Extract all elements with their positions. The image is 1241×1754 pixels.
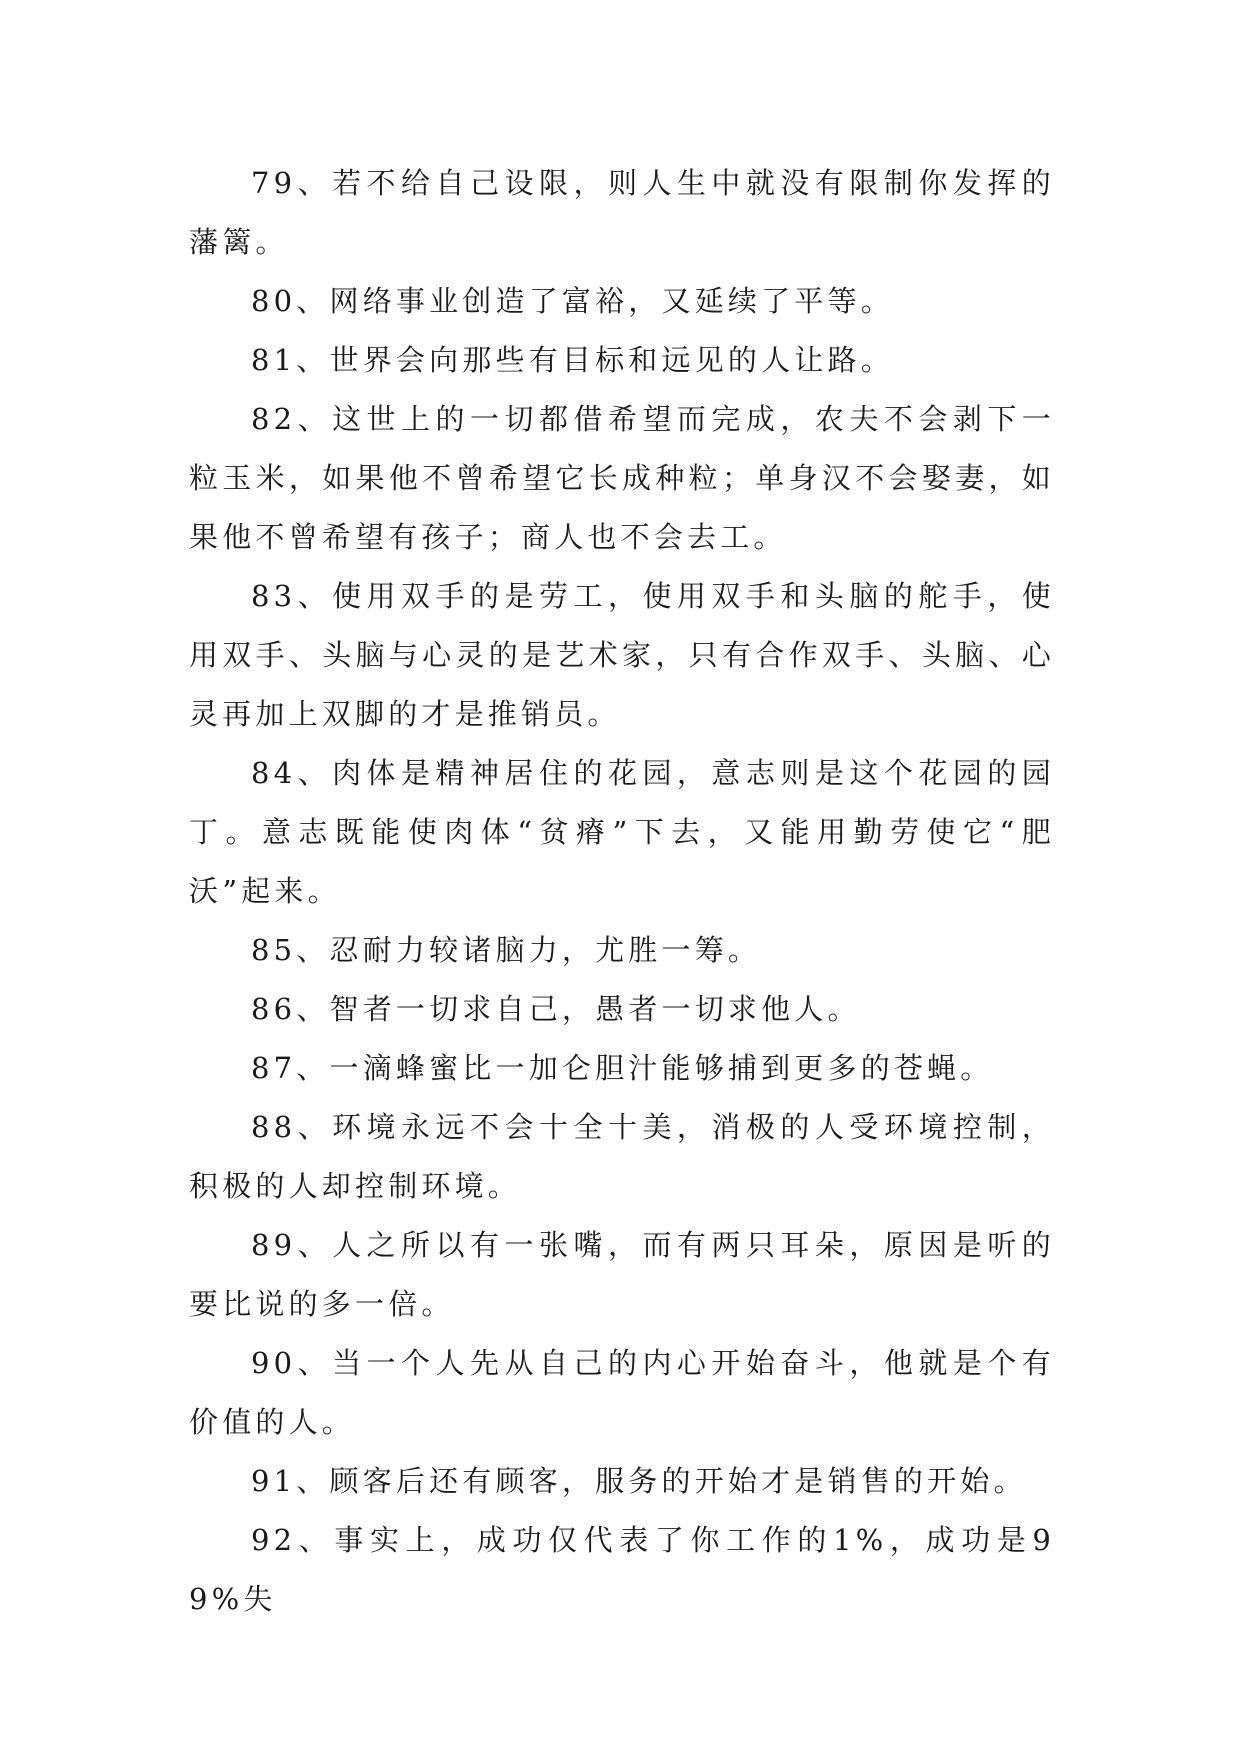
paragraph-89: 89、人之所以有一张嘴，而有两只耳朵，原因是听的要比说的多一倍。 xyxy=(189,1228,1055,1321)
paragraph-82: 82、这世上的一切都借希望而完成，农夫不会剥下一粒玉米，如果他不曾希望它长成种粒；单身汉不会娶妻，如果他不曾希望有孩子；商人也不会去工。 xyxy=(189,402,1055,554)
paragraph-85: 85、忍耐力较诸脑力，尤胜一筹。 xyxy=(251,933,762,967)
paragraph-84: 84、肉体是精神居住的花园，意志则是这个花园的园丁。意志既能使肉体“贫瘠”下去，又能用勤劳使它“肥沃”起来。 xyxy=(189,756,1055,908)
paragraph-91: 91、顾客后还有顾客，服务的开始才是销售的开始。 xyxy=(251,1464,1027,1498)
paragraph-90: 90、当一个人先从自己的内心开始奋斗，他就是个有价值的人。 xyxy=(189,1346,1055,1439)
paragraph-83: 83、使用双手的是劳工，使用双手和头脑的舵手，使用双手、头脑与心灵的是艺术家，只有合作双手、头脑、心灵再加上双脚的才是推销员。 xyxy=(189,579,1055,731)
document-body xyxy=(189,154,1055,1629)
paragraph-80: 80、网络事业创造了富裕，又延续了平等。 xyxy=(251,284,894,318)
paragraph-79: 79、若不给自己设限，则人生中就没有限制你发挥的藩篱。 xyxy=(189,166,1055,259)
paragraph-87: 87、一滴蜂蜜比一加仑胆汁能够捕到更多的苍蝇。 xyxy=(251,1051,994,1085)
paragraph-88: 88、环境永远不会十全十美，消极的人受环境控制，积极的人却控制环境。 xyxy=(189,1110,1055,1203)
paragraph-92: 92、事实上，成功仅代表了你工作的1%，成功是99%失 xyxy=(189,1523,1055,1616)
paragraph-81: 81、世界会向那些有目标和远见的人让路。 xyxy=(251,343,894,377)
paragraph-86: 86、智者一切求自己，愚者一切求他人。 xyxy=(251,992,861,1026)
